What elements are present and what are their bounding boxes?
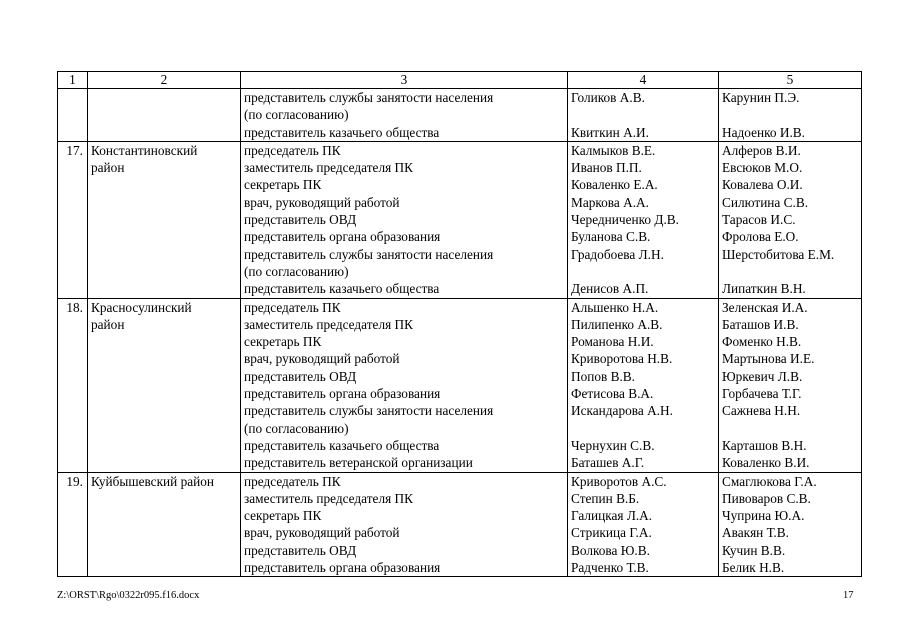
role-list-line: секретарь ПК	[244, 177, 322, 193]
deputy-list-line: Мартынова И.Е.	[722, 351, 815, 367]
member-list-line: Чередниченко Д.В.	[571, 212, 679, 228]
member-list-line: Маркова А.А.	[571, 194, 649, 210]
member-list-line: Денисов А.П.	[571, 281, 649, 297]
footer-page-number: 17	[843, 590, 854, 601]
member-list-cell	[568, 298, 719, 472]
district-name-cell	[88, 298, 241, 472]
member-list-line: Чернухин С.В.	[571, 437, 655, 453]
member-list-line: Криворотова Н.В.	[571, 351, 673, 367]
deputy-list-line: Горбачева Т.Г.	[722, 386, 802, 402]
district-name-line: район	[91, 316, 125, 332]
district-name-line: район	[91, 160, 125, 176]
deputy-list-line: Надоенко И.В.	[722, 124, 805, 140]
member-list-line: Стрикица Г.А.	[571, 525, 652, 541]
deputy-list-line: Смаглюкова Г.А.	[722, 473, 817, 489]
member-list-line: Попов В.В.	[571, 368, 636, 384]
deputy-list-line: Силютина С.В.	[722, 194, 809, 210]
deputy-list-cell	[719, 141, 862, 298]
role-list-line: представитель ОВД	[244, 368, 357, 384]
role-list-line: секретарь ПК	[244, 508, 322, 524]
role-list-line: представитель ОВД	[244, 212, 357, 228]
footer-file-path: Z:\ORST\Rgo\0322r095.f16.docx	[57, 590, 200, 601]
deputy-list-line: Юркевич Л.В.	[722, 368, 803, 384]
district-name-line: Куйбышевский район	[91, 473, 215, 489]
deputy-list-line: Белик Н.В.	[722, 560, 785, 576]
deputy-list-line: Тарасов И.С.	[722, 212, 796, 228]
deputy-list-line: Кучин В.В.	[722, 542, 786, 558]
member-list-line: Радченко Т.В.	[571, 560, 649, 576]
role-list-line: заместитель председателя ПК	[244, 490, 413, 506]
deputy-list-line: Коваленко В.И.	[722, 455, 810, 471]
table-row	[58, 472, 862, 577]
member-list-line: Квиткин А.И.	[571, 124, 649, 140]
district-name-cell	[88, 472, 241, 577]
member-list-line: Альшенко Н.А.	[571, 299, 659, 315]
deputy-list-line: Карташов В.Н.	[722, 437, 807, 453]
deputy-list-line	[722, 106, 858, 123]
role-list-line: представитель службы занятости населения	[244, 90, 494, 105]
table-row	[58, 141, 862, 298]
member-list-line: Фетисова В.А.	[571, 386, 654, 402]
member-list-cell	[568, 141, 719, 298]
district-name-cell	[88, 141, 241, 298]
header-row	[58, 72, 862, 89]
document-table	[57, 71, 862, 577]
member-list-line: Буланова С.В.	[571, 229, 651, 245]
header-col-1: 1	[58, 72, 88, 89]
role-list-line: представитель органа образования	[244, 229, 441, 245]
role-list-line: секретарь ПК	[244, 334, 322, 350]
role-list-line: (по согласованию)	[244, 263, 349, 279]
member-list-line: Коваленко Е.А.	[571, 177, 658, 193]
role-list-line: председатель ПК	[244, 299, 341, 315]
deputy-list-line: Алферов В.И.	[722, 142, 801, 158]
header-col-3: 3	[241, 72, 568, 89]
member-list-line	[571, 263, 715, 280]
member-list-line	[571, 106, 715, 123]
header-col-2: 2	[88, 72, 241, 89]
role-list-line: заместитель председателя ПК	[244, 160, 413, 176]
role-list-cell	[241, 472, 568, 577]
member-list-line: Голиков А.В.	[571, 90, 645, 105]
deputy-list-line: Зеленская И.А.	[722, 299, 808, 315]
deputy-list-line: Авакян Т.В.	[722, 525, 789, 541]
deputy-list-line: Ковалева О.И.	[722, 177, 803, 193]
role-list-cell	[241, 141, 568, 298]
row-number-cell: 18.	[58, 298, 88, 472]
row-number-cell: 17.	[58, 141, 88, 298]
role-list-line: представитель казачьего общества	[244, 437, 440, 453]
member-list-line: Иванов П.П.	[571, 160, 642, 176]
header-col-4: 4	[568, 72, 719, 89]
district-name-line: Красносулинский	[91, 299, 192, 315]
role-list-cell	[241, 298, 568, 472]
role-list-line: врач, руководящий работой	[244, 351, 400, 367]
member-list-line	[571, 420, 715, 437]
member-list-line: Криворотов А.С.	[571, 473, 667, 489]
role-list-line: представитель казачьего общества	[244, 124, 440, 140]
role-list-line: представитель органа образования	[244, 386, 441, 402]
member-list-line: Галицкая Л.А.	[571, 508, 653, 524]
district-name-line: Константиновский	[91, 142, 198, 158]
role-list-line: представитель ветеранской организации	[244, 455, 473, 471]
deputy-list-line	[722, 420, 858, 437]
member-list-line: Романова Н.И.	[571, 334, 654, 350]
member-list-line: Волкова Ю.В.	[571, 542, 650, 558]
deputy-list-line: Чуприна Ю.А.	[722, 508, 805, 524]
deputy-list-line: Фоменко Н.В.	[722, 334, 802, 350]
member-list-line: Степин В.Б.	[571, 490, 640, 506]
district-name-cell	[88, 89, 241, 142]
deputy-list-line: Баташов И.В.	[722, 316, 799, 332]
member-list-line: Градобоева Л.Н.	[571, 246, 664, 262]
table-row	[58, 89, 862, 142]
deputy-list-line: Фролова Е.О.	[722, 229, 799, 245]
role-list-line: представитель органа образования	[244, 560, 441, 576]
table-body	[58, 89, 862, 577]
role-list-line: представитель службы занятости населения	[244, 246, 494, 262]
role-list-line: председатель ПК	[244, 142, 341, 158]
deputy-list-line: Пивоваров С.В.	[722, 490, 811, 506]
header-col-5: 5	[719, 72, 862, 89]
deputy-list-line: Липаткин В.Н.	[722, 281, 806, 297]
deputy-list-line	[722, 263, 858, 280]
member-list-cell	[568, 89, 719, 142]
deputy-list-cell	[719, 89, 862, 142]
role-list-line: (по согласованию)	[244, 420, 349, 436]
role-list-cell	[241, 89, 568, 142]
deputy-list-line: Карунин П.Э.	[722, 90, 800, 105]
member-list-line: Искандарова А.Н.	[571, 403, 673, 419]
role-list-line: представитель казачьего общества	[244, 281, 440, 297]
deputy-list-line: Сажнева Н.Н.	[722, 403, 801, 419]
role-list-line: врач, руководящий работой	[244, 194, 400, 210]
table-row	[58, 298, 862, 472]
role-list-line: представитель ОВД	[244, 542, 357, 558]
deputy-list-cell	[719, 472, 862, 577]
role-list-line: врач, руководящий работой	[244, 525, 400, 541]
member-list-line: Пилипенко А.В.	[571, 316, 663, 332]
member-list-line: Калмыков В.Е.	[571, 142, 656, 158]
member-list-cell	[568, 472, 719, 577]
role-list-line: заместитель председателя ПК	[244, 316, 413, 332]
row-number-cell	[58, 89, 88, 142]
deputy-list-line: Шерстобитова Е.М.	[722, 246, 835, 262]
member-list-line: Баташев А.Г.	[571, 455, 645, 471]
role-list-line: председатель ПК	[244, 473, 341, 489]
deputy-list-cell	[719, 298, 862, 472]
row-number-cell: 19.	[58, 472, 88, 577]
role-list-line: представитель службы занятости населения	[244, 403, 494, 419]
deputy-list-line: Евсюков М.О.	[722, 160, 803, 176]
role-list-line: (по согласованию)	[244, 107, 349, 123]
